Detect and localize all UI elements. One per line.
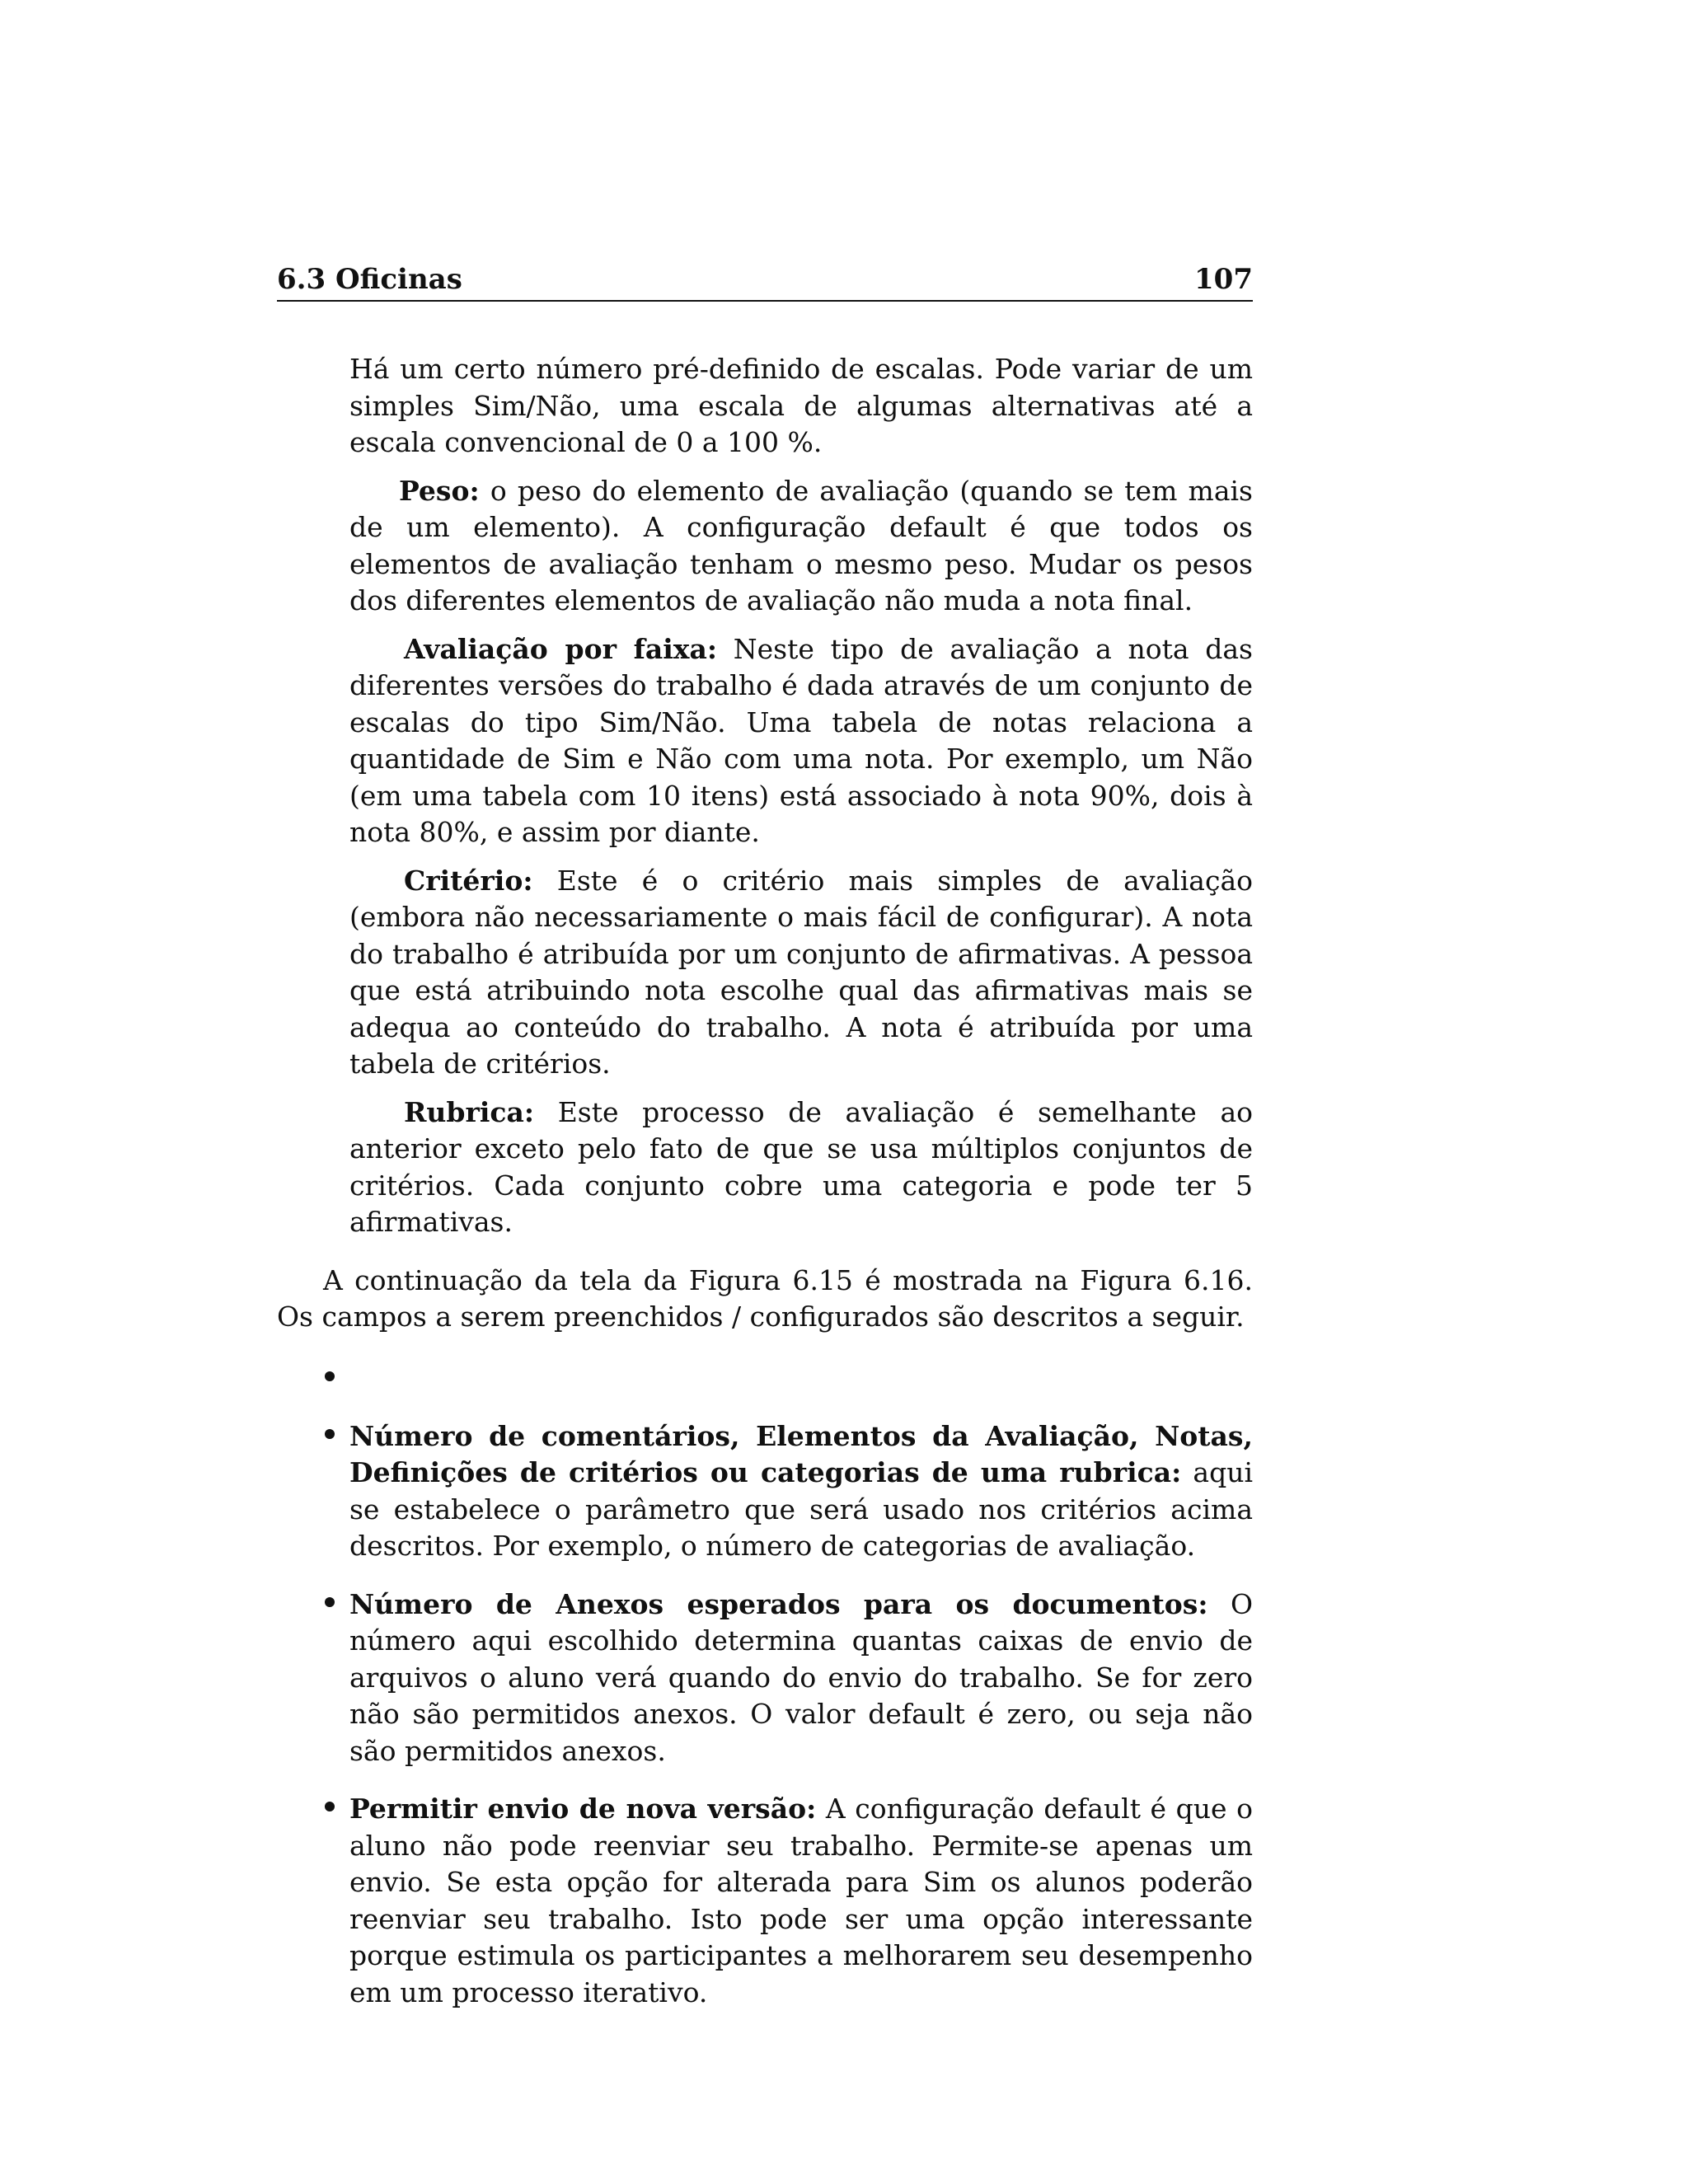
- bullet-text: O número aqui escolhido determina quantas caixas de envio de arquivos o aluno verá quando do envio do trabalho. Se for zero não são permitidos anexos. O valor default é zero, ou seja não são permitidos anexos.: [349, 1587, 1253, 1767]
- definition-criterio: [349, 863, 1253, 1083]
- bullet-text: A configuração default é que o aluno não pode reenviar seu trabalho. Permite-se apenas um envio. Se esta opção for alterada para Sim os alunos poderão reenviar seu trabalho. Isto pode ser uma opção interessante porque estimula os participantes a melhorarem seu desempenho em um processo iterativo.: [349, 1793, 1253, 2008]
- intro-paragraph: Há um certo número pré-definido de escalas. Pode variar de um simples Sim/Não, uma escala de algumas alternativas até a escala convencional de 0 a 100 %.: [349, 353, 1253, 458]
- bullet-item-empty: [277, 1361, 1253, 1397]
- bullet-item-nova-versao: [277, 1791, 1253, 2011]
- bullet-term: Permitir envio de nova versão:: [349, 1793, 817, 1825]
- definition-term: Rubrica:: [404, 1095, 535, 1128]
- definition-avaliacao-por-faixa: [349, 631, 1253, 851]
- bullet-term: Número de Anexos esperados para os documentos:: [349, 1587, 1208, 1620]
- definition-text: Neste tipo de avaliação a nota das diferentes versões do trabalho é dada através de um conjunto de escalas do tipo Sim/Não. Uma tabela de notas relaciona a quantidade de Sim e Não com uma nota. Por exemplo, um Não (em uma tabela com 10 itens) está associado à nota 90%, dois à nota 80%, e assim por diante.: [349, 632, 1253, 848]
- bullet-item-numero-comentarios: [277, 1418, 1253, 1565]
- bullet-icon: [325, 1371, 335, 1381]
- definition-text: Este processo de avaliação é semelhante ao anterior exceto pelo fato de que se usa múltiplos conjuntos de critérios. Cada conjunto cobre uma categoria e pode ter 5 afirmativas.: [349, 1095, 1253, 1238]
- bullet-icon: [325, 1429, 335, 1439]
- section-title: 6.3 Oficinas: [277, 263, 462, 296]
- definition-text: o peso do elemento de avaliação (quando se tem mais de um elemento). A configuração default é que todos os elementos de avaliação tenham o mesmo peso. Mudar os pesos dos diferentes elementos de avaliação não muda a nota final.: [349, 474, 1253, 616]
- definition-text: Este é o critério mais simples de avaliação (embora não necessariamente o mais fácil de configurar). A nota do trabalho é atribuída por um conjunto de afirmativas. A pessoa que está atribuindo nota escolhe qual das afirmativas mais se adequa ao conteúdo do trabalho. A nota é atribuída por uma tabela de critérios.: [349, 864, 1253, 1080]
- page-body: [277, 351, 1253, 2011]
- definition-rubrica: [349, 1094, 1253, 1241]
- definition-term: Critério:: [404, 864, 533, 897]
- definition-term: Avaliação por faixa:: [404, 632, 718, 665]
- running-header: [277, 259, 1253, 302]
- definition-peso: [349, 473, 1253, 620]
- bullet-text: aqui se estabelece o parâmetro que será usado nos critérios acima descritos. Por exemplo, o número de categorias de avaliação.: [349, 1456, 1253, 1562]
- bullet-list: [277, 1361, 1253, 2012]
- bullet-term: Número de comentários, Elementos da Avaliação, Notas, Definições de critérios ou categorias de uma rubrica:: [349, 1419, 1253, 1488]
- definition-block: [349, 351, 1253, 1241]
- main-paragraph: A continuação da tela da Figura 6.15 é mostrada na Figura 6.16. Os campos a serem preenchidos / configurados são descritos a seguir.: [277, 1263, 1253, 1333]
- bullet-item-numero-anexos: [277, 1586, 1253, 1770]
- definition-term: Peso:: [399, 474, 480, 507]
- bullet-icon: [325, 1802, 335, 1811]
- bullet-icon: [325, 1597, 335, 1607]
- page-number: 107: [1194, 263, 1253, 296]
